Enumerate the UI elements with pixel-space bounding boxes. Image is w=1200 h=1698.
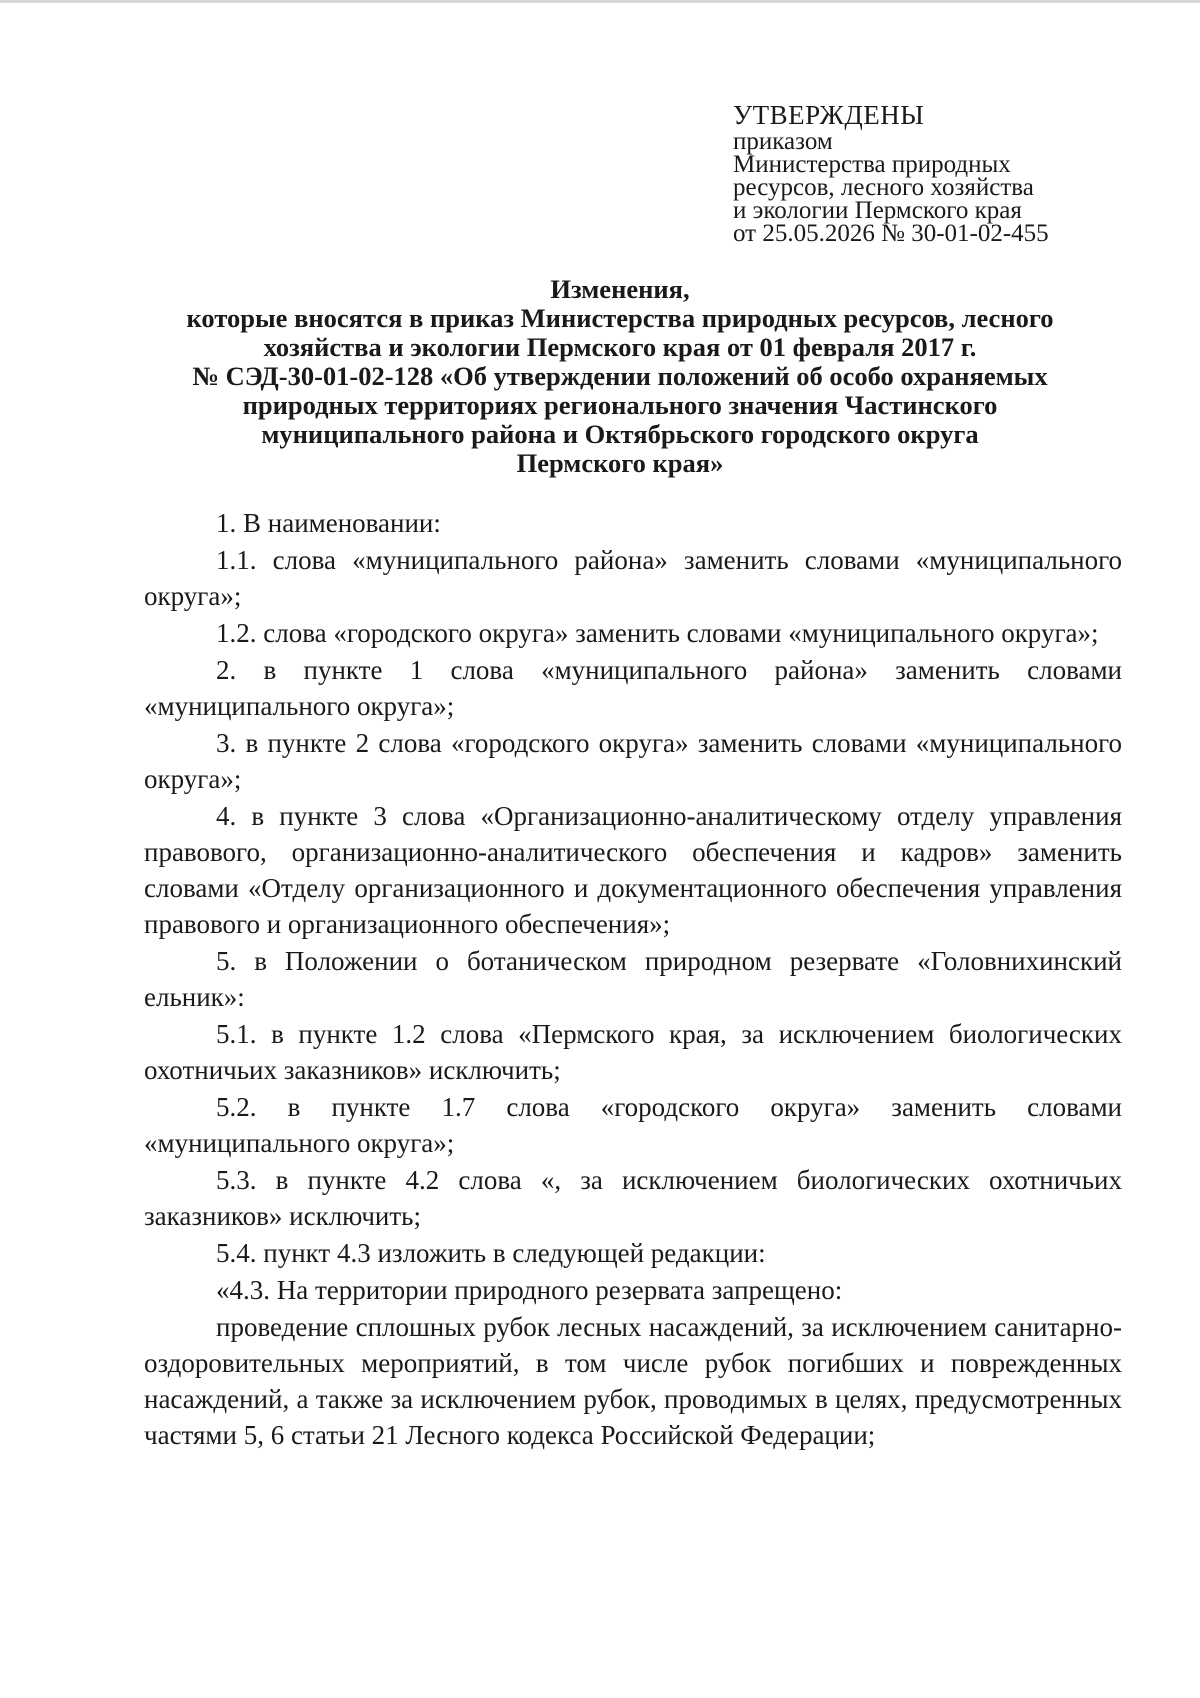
paragraph: 2. в пункте 1 слова «муниципального района» заменить словами «муниципального округа»; (144, 655, 1122, 721)
paragraph: «4.3. На территории природного резервата запрещено: (216, 1275, 843, 1305)
paragraph: проведение сплошных рубок лесных насаждений, за исключением санитарно-оздоровительных мероприятий, в том числе рубок погибших и поврежденных насаждений, а также за исключением рубок, проводимых в целях, предусмотренных частями 5, 6 статьи 21 Лесного кодекса Российской Федерации; (144, 1312, 1122, 1450)
approval-line: Министерства природных (733, 151, 1011, 178)
title-line: хозяйства и экологии Пермского края от 01 февраля 2017 г. (263, 332, 977, 362)
paragraph: 5.2. в пункте 1.7 слова «городского округа» заменить словами «муниципального округа»; (144, 1092, 1122, 1158)
approval-heading: УТВЕРЖДЕНЫ (733, 100, 925, 130)
paragraph: 1.2. слова «городского округа» заменить словами «муниципального округа»; (216, 618, 1099, 648)
paragraph: 4. в пункте 3 слова «Организационно-аналитическому отделу управления правового, организационно-аналитического обеспечения и кадров» заменить словами «Отделу организационного и документационного обеспечения управления правового и организационного обеспечения»; (144, 801, 1122, 939)
approval-line: и экологии Пермского края (733, 197, 1022, 224)
title-line: которые вносятся в приказ Министерства природных ресурсов, лесного (186, 303, 1054, 333)
scan-edge (0, 0, 1200, 3)
paragraph: 5.3. в пункте 4.2 слова «, за исключением биологических охотничьих заказников» исключить; (144, 1165, 1122, 1231)
title-line: природных территориях регионального значения Частинского (242, 390, 998, 420)
paragraph: 3. в пункте 2 слова «городского округа» заменить словами «муниципального округа»; (144, 728, 1122, 794)
document-body (144, 505, 1122, 1454)
paragraph: 5.4. пункт 4.3 изложить в следующей редакции: (216, 1238, 766, 1268)
approval-line: приказом (733, 128, 833, 155)
title-line: Пермского края» (516, 448, 724, 478)
title-line: № СЭД-30-01-02-128 «Об утверждении положений об особо охраняемых (192, 361, 1048, 391)
title-line: муниципального района и Октябрьского городского округа (261, 419, 979, 449)
approval-block (733, 100, 1153, 245)
paragraph: 5. в Положении о ботаническом природном резервате «Головнихинский ельник»: (144, 946, 1122, 1012)
document-title (140, 275, 1100, 478)
approval-line: от 25.05.2026 № 30-01-02-455 (733, 220, 1049, 247)
paragraph: 1. В наименовании: (216, 508, 441, 538)
title-line: Изменения, (550, 274, 690, 304)
paragraph: 1.1. слова «муниципального района» заменить словами «муниципального округа»; (144, 545, 1122, 611)
approval-line: ресурсов, лесного хозяйства (733, 174, 1034, 201)
paragraph: 5.1. в пункте 1.2 слова «Пермского края, за исключением биологических охотничьих заказников» исключить; (144, 1019, 1122, 1085)
